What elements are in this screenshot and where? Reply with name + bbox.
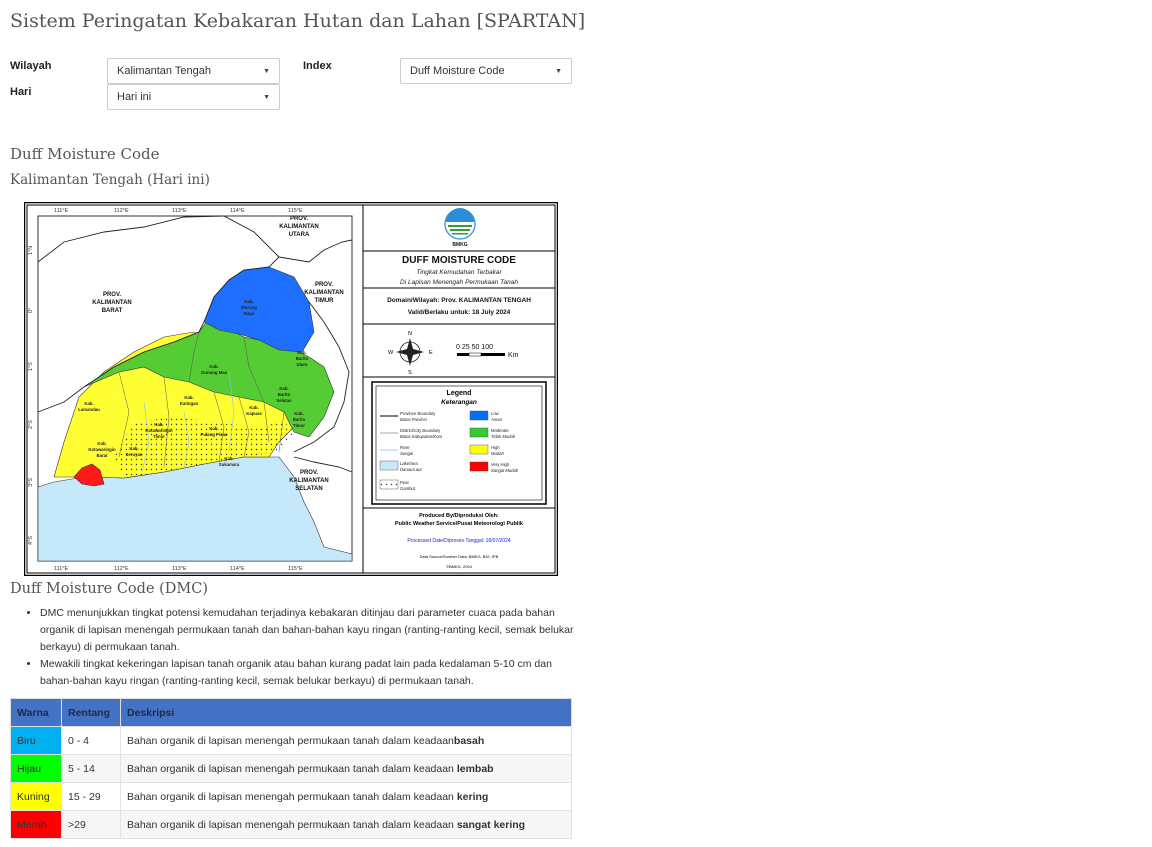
description-cell [121,727,572,755]
legend-item-label: District/City Boundary [400,428,441,433]
legend-class-sub: Aman [491,417,502,422]
lat-tick: 1°N [28,245,34,255]
legend-title: Legend [446,390,472,397]
lon-tick: 111°E [54,208,69,214]
range-cell: 5 - 14 [62,755,121,783]
description-text: Bahan organik di lapisan menengah permukaan tanah dalam keadaan [127,790,457,803]
legend-item-sub: Danau/Laut [400,467,422,472]
list-item: • DMC menunjukkan tingkat potensi kemudahan terjadinya kebakaran ditinjau dari parameter cuaca pada bahan organik di lapisan menengah permukaan tanah dan bahan-bahan kayu ringan (ranting-ranting kecil, semak belukar berkayu) di permukaan tanah. [40,605,574,656]
produced-org: Public Weather Service/Pusat Meteorologi Publik [395,521,523,527]
district-label: Kab. [249,405,259,410]
province-label: PROV. [102,292,122,298]
province-label: KALIMANTAN [304,290,344,296]
color-cell: Hijau [11,755,62,783]
district-label: Kab. [244,299,254,304]
district-label: Barito [295,356,309,361]
table-row [11,811,572,839]
hari-select[interactable] [107,84,280,110]
description-text: Bahan organik di lapisan menengah permukaan tanah dalam keadaan [127,818,457,831]
legend-class-sub: Mudah [491,451,504,456]
map-domain: Domain/Wilayah: Prov. KALIMANTAN TENGAH [387,297,531,304]
index-title: Duff Moisture Code [10,145,160,163]
legend-subtitle: Keterangan [441,399,477,406]
legend-item-label: Peat [400,480,409,485]
description-bold: lembab [456,762,494,775]
district-label: Kab. [294,411,304,416]
map-title: DUFF MOISTURE CODE [402,255,516,266]
lat-tick: 2°S [28,420,34,429]
province-label: PROV. [299,470,319,476]
district-label: Pulang Pisau [200,432,228,437]
legend-item-sub: Batas Kabupaten/Kota [400,434,442,439]
description-bold: kering [456,790,489,803]
table-row [11,783,572,811]
map-subtitle: Tingkat Kemudahan Terbakar [416,269,502,276]
lon-tick: 113°E [172,566,187,572]
wilayah-select-value: Kalimantan Tengah [117,65,211,77]
legend-class-sub: Tidak Mudah [491,434,516,439]
map-valid: Valid/Berlaku untuk: 18 July 2024 [407,309,511,316]
page-title: Sistem Peringatan Kebakaran Hutan dan Lahan [SPARTAN] [10,10,586,32]
district-label: Kotawaringin [145,428,173,433]
lat-tick: 1°S [28,362,34,371]
list-item: • Mewakili tingkat kekeringan lapisan tanah organik atau bahan kurang padat lain pada kedalaman 5-10 cm dan bahan-bahan kayu ringan (ranting-ranting kecil, semak belukar berkayu) di permukaan tanah. [40,656,574,690]
description-cell [121,783,572,811]
district-label: Kab. [84,401,94,406]
district-label: Kab. [209,426,219,431]
district-label: Timur [293,423,305,428]
index-select-value: Duff Moisture Code [410,65,505,77]
scale-unit: Km [508,352,519,359]
district-label: Utara [296,362,308,367]
legend-class-label: High [491,445,500,450]
province-label: KALIMANTAN [289,478,329,484]
scale-bar [457,353,469,356]
province-label: PROV. [314,282,334,288]
description-cell [121,755,572,783]
district-label: Gunung Mas [200,370,228,375]
index-label: Index [303,60,332,72]
district-label: Kab. [209,364,219,369]
chevron-down-icon: ▼ [263,67,270,75]
lon-tick: 112°E [114,566,129,572]
province-label: UTARA [288,232,310,238]
range-cell: >29 [62,811,121,839]
lon-tick: 115°E [288,208,303,214]
color-cell: Biru [11,727,62,755]
province-label: TIMUR [314,298,334,304]
chevron-down-icon: ▼ [555,67,562,75]
lon-tick: 115°E [288,566,303,572]
province-label: BARAT [101,308,123,314]
description-bold: basah [453,734,485,747]
range-cell: 0 - 4 [62,727,121,755]
province-label: PROV. [289,216,309,222]
legend-item-sub: Gambut [400,486,415,491]
bmkg-label: BMKG [452,242,468,248]
description-text: Bahan organik di lapisan menengah permukaan tanah dalam keadaan [127,762,457,775]
district-label: Kab. [154,422,164,427]
table-row [11,755,572,783]
district-label: Kab. [297,350,307,355]
color-cell: Kuning [11,783,62,811]
scale-text: 0 25 50 100 [456,344,493,351]
hari-label: Hari [10,86,32,98]
district-label: Timur [153,434,165,439]
district-label: Kapuas [246,411,262,416]
compass-w: W [388,350,394,356]
column-header: Deskripsi [121,699,572,727]
legend-class-label: Moderate [491,428,509,433]
table-header-row [11,699,572,727]
description-cell [121,811,572,839]
district-label: Raya [243,311,255,316]
district-label: Lamandau [78,407,100,412]
copyright: ©BMKG, 2024 [446,564,472,569]
legend-class-label: Very High [491,462,510,467]
column-header: Warna [11,699,62,727]
region-subtitle: Kalimantan Tengah (Hari ini) [10,172,210,188]
lon-tick: 114°E [230,208,245,214]
info-list [24,605,574,690]
legend-class-label: Low [491,411,499,416]
lat-tick: 4°S [28,536,34,545]
lat-tick: 3°S [28,478,34,487]
info-title: Duff Moisture Code (DMC) [10,581,208,597]
wilayah-label: Wilayah [10,60,52,72]
district-label: Kab. [279,386,289,391]
dmc-map [24,202,558,576]
table-row [11,727,572,755]
lat-tick: 0° [28,307,34,313]
description-bold: sangat kering [456,818,526,831]
hari-select-value: Hari ini [117,91,152,103]
district-label: Kotawaringin [88,447,116,452]
compass-n: N [408,331,412,337]
district-label: Seruyan [125,452,143,457]
map-info-panel [363,205,555,573]
data-source: Data Source/Sumber Data: BMKG, BIG, IPB [419,554,499,559]
district-label: Sukamara [218,462,240,467]
range-cell: 15 - 29 [62,783,121,811]
column-header: Rentang [62,699,121,727]
district-label: Kab. [184,395,194,400]
district-label: Katingan [179,401,199,406]
district-label: Barito [292,417,306,422]
chevron-down-icon: ▼ [263,93,270,101]
dmc-class-table [10,698,572,839]
district-label: Kab. [97,441,107,446]
processed-date: Processed Date/Diproses Tanggal: 18/07/2024 [407,538,511,544]
province-label: SELATAN [295,486,323,492]
legend-item-sub: Batas Provinsi [400,417,427,422]
legend-item-label: Lake/Sea [400,461,418,466]
compass-s: S [408,370,412,376]
province-label: KALIMANTAN [279,224,319,230]
province-label: KALIMANTAN [92,300,132,306]
produced-by: Produced By/Diproduksi Oleh: [419,513,499,519]
map-subtitle: Di Lapisan Menengah Permukaan Tanah [400,279,518,286]
lon-tick: 112°E [114,208,129,214]
lon-tick: 114°E [230,566,245,572]
wilayah-select[interactable] [107,58,280,84]
compass-e: E [429,350,433,356]
legend-item-label: River [400,445,410,450]
district-label: Barat [96,453,108,458]
index-select[interactable] [400,58,572,84]
color-cell: Merah [11,811,62,839]
district-label: Kab. [129,446,139,451]
district-label: Kab. [224,456,234,461]
lon-tick: 113°E [172,208,187,214]
district-label: Selatan [276,398,292,403]
district-label: Murung [241,305,257,310]
legend-item-label: Province Boundary [400,411,436,416]
description-text: Bahan organik di lapisan menengah permukaan tanah dalam keadaan [127,734,454,747]
legend-class-sub: Sangat Mudah [491,468,519,473]
lon-tick: 111°E [54,566,69,572]
district-label: Barito [277,392,291,397]
legend-item-sub: Sungai [400,451,414,456]
